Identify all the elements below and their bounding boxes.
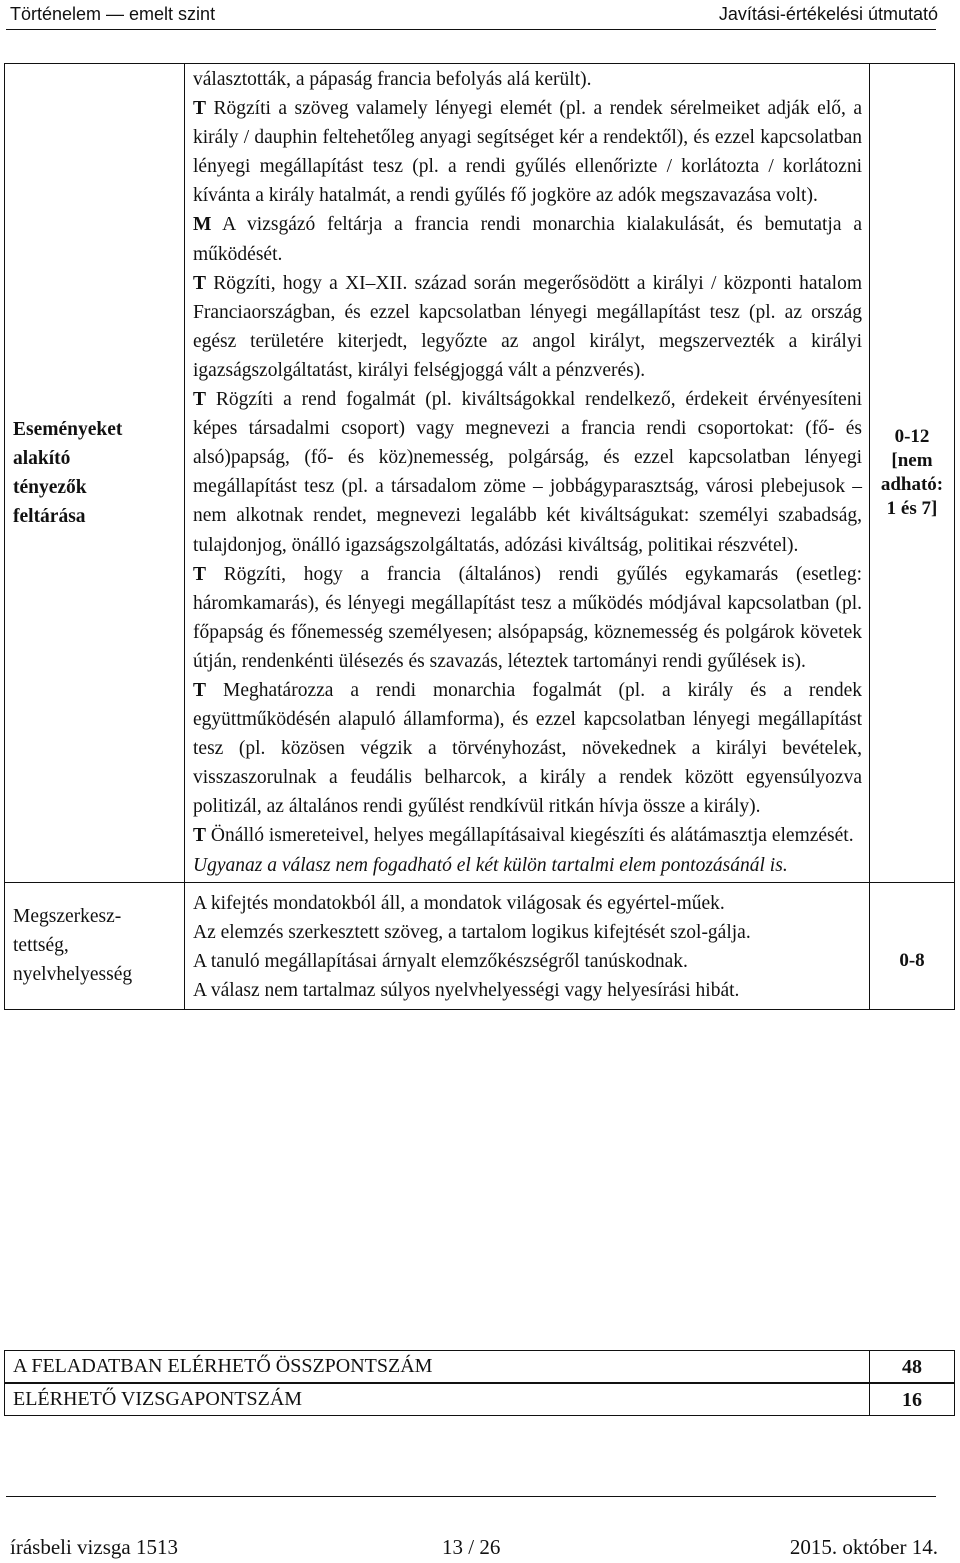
scoring-table bbox=[4, 63, 955, 1010]
category-line: alakító bbox=[13, 447, 71, 469]
criteria-note: Ugyanaz a válasz nem fogadható el két külön tartalmi elem pontozásánál is. bbox=[193, 854, 788, 876]
category-line: feltárása bbox=[13, 505, 86, 527]
criteria-paragraph: választották, a pápaság francia befolyás alá került). bbox=[193, 69, 592, 90]
criteria-paragraph: A tanuló megállapításai árnyalt elemzőkészségről tanúskodnak. bbox=[193, 950, 688, 972]
criteria-paragraph: A válasz nem tartalmaz súlyos nyelvhelyességi vagy helyesírási hibát. bbox=[193, 979, 740, 1001]
criteria-paragraph: A kifejtés mondatokból áll, a mondatok világosak és egyértel-műek. bbox=[193, 892, 725, 914]
category-line: tettség, bbox=[13, 935, 69, 957]
criteria-key: T bbox=[193, 825, 207, 847]
points-cell bbox=[870, 883, 954, 1009]
category-cell bbox=[5, 64, 185, 882]
criteria-key: T bbox=[193, 679, 207, 701]
points-range: 0-12 bbox=[894, 425, 930, 447]
criteria-key: M bbox=[193, 214, 212, 236]
criteria-key: T bbox=[193, 272, 207, 294]
total-label: ELÉRHETŐ VIZSGAPONTSZÁM bbox=[5, 1384, 870, 1415]
criteria-cell bbox=[185, 64, 870, 882]
criteria-key: T bbox=[193, 563, 207, 585]
points-cell bbox=[870, 64, 954, 882]
criteria-paragraph: T Önálló ismereteivel, helyes megállapításaival kiegészíti és alátámasztja elemzését. bbox=[193, 825, 854, 847]
points-note: 1 és 7] bbox=[886, 497, 938, 519]
category-line: Megszerkesz- bbox=[13, 906, 122, 928]
criteria-cell bbox=[185, 883, 870, 1009]
points-range: 0-8 bbox=[899, 949, 925, 971]
category-line: nyelvhelyesség bbox=[13, 964, 133, 986]
criteria-paragraph: Az elemzés szerkesztett szöveg, a tartalom logikus kifejtését szol-gálja. bbox=[193, 921, 751, 943]
total-row-exam bbox=[4, 1383, 955, 1416]
total-value: 16 bbox=[902, 1389, 922, 1411]
footer-date: 2015. október 14. bbox=[789, 1535, 938, 1559]
category-line: Eseményeket bbox=[13, 418, 123, 440]
total-label: A FELADATBAN ELÉRHETŐ ÖSSZPONTSZÁM bbox=[5, 1351, 870, 1382]
points-note: adható: bbox=[880, 473, 944, 495]
criteria-paragraph: T Rögzíti a szöveg valamely lényegi elemét (pl. a rendek sérelmeiket adják elő, a király / dauphin feltehetőleg anyagi segítséget kér a rendektől), és ezzel kapcsolatban lényegi megállapítást tesz (pl. a rendi gyűlés ellenőrizte / korlátozta / korlátozni kívánta a király hatalmát, a rendi gyűlés fő jogköre az adók megszavazása volt). bbox=[193, 98, 862, 207]
total-value: 48 bbox=[902, 1356, 922, 1378]
footer-page-number: 13 / 26 bbox=[442, 1535, 501, 1559]
scoring-row-content bbox=[5, 64, 954, 882]
header-subject: Történelem — emelt szint bbox=[10, 4, 216, 24]
total-row-task bbox=[4, 1350, 955, 1383]
header-divider bbox=[6, 29, 936, 30]
category-line: tényezők bbox=[13, 476, 87, 498]
criteria-paragraph: T Rögzíti a rend fogalmát (pl. kiváltságokkal rendelkező, érdekeit érvényesíteni képes társadalmi csoport) vagy megnevezi a francia rendi csoportokat: (fő- és alsó)papság, (fő- és köz)nemesség, polgárság, és ezzel kapcsolatban lényegi megállapítást tesz (pl. a társadalom zöme – jobbágyparasztság, városi plebejusok – nem alkotnak rendet, megnevezi legalább két kiváltságukat: személyi szabadság, tulajdonjog, önálló igazságszolgáltatás, adózási kiváltság, politikai részvétel). bbox=[193, 389, 862, 556]
page-header bbox=[10, 2, 938, 30]
footer-exam-id: írásbeli vizsga 1513 bbox=[10, 1535, 178, 1559]
criteria-paragraph: T Rögzíti, hogy a francia (általános) rendi gyűlés egykamarás (esetleg: háromkamarás), és lényegi megállapítást tesz a működés módjával kapcsolatban (pl. főpapság és főnemesség személyesen; alsópapság, köznemesség és polgárok követek útján, rendenkénti ülésezés és szavazás, léteztek tartományi rendi gyűlések is). bbox=[193, 563, 862, 672]
criteria-paragraph: T Meghatározza a rendi monarchia fogalmát (pl. a király és a rendek együttműködésén alapuló államforma), és ezzel kapcsolatban lényegi megállapítást tesz (pl. közösen végzik a törvényhozást, növekednek a királyi bevételek, visszaszorulnak a feudális belharcok, a király a rendek között egyensúlyozva politizál, az általános rendi gyűlést rendkívül ritkán hívja össze a király). bbox=[193, 679, 862, 818]
footer-divider bbox=[6, 1496, 936, 1497]
header-guide-title: Javítási-értékelési útmutató bbox=[718, 4, 938, 24]
scoring-row-structure bbox=[5, 882, 954, 1009]
criteria-key: T bbox=[193, 98, 207, 120]
criteria-paragraph: T Rögzíti, hogy a XI–XII. század során megerősödött a királyi / központi hatalom Franciaországban, és ezzel kapcsolatban lényegi megállapítást tesz (pl. az ország egész területére kiterjedt, legyőzte az angol királyt, megszervezték a királyi igazságszolgáltatást, királyi felségjoggá vált a pénzverés). bbox=[193, 272, 862, 381]
category-cell bbox=[5, 883, 185, 1009]
criteria-paragraph: M A vizsgázó feltárja a francia rendi monarchia kialakulását, és bemutatja a működését. bbox=[193, 214, 862, 265]
criteria-key: T bbox=[193, 389, 207, 411]
points-note: [nem bbox=[891, 449, 933, 471]
